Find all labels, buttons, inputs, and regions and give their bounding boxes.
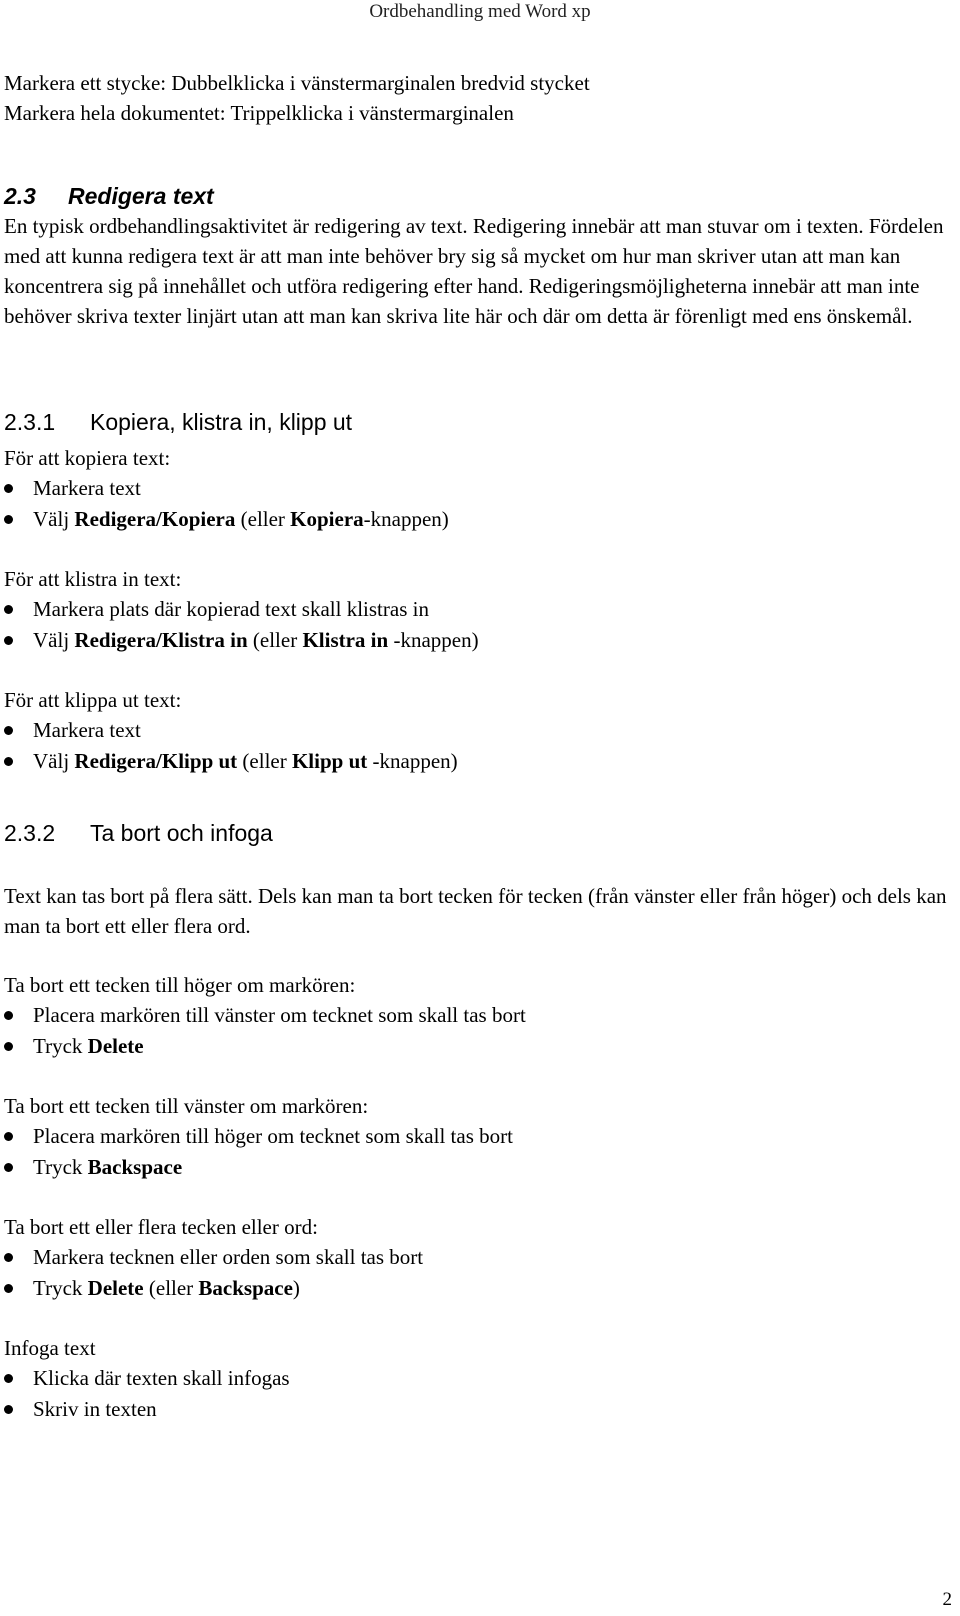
selection-tips (4, 68, 954, 128)
tip-select-paragraph: Markera ett stycke: Dubbelklicka i vänstermarginalen bredvid stycket (4, 71, 590, 95)
bullet-icon (4, 605, 13, 614)
delete-words-intro: Ta bort ett eller flera tecken eller ord: (4, 1215, 318, 1239)
delete-left-instructions (4, 1091, 954, 1183)
bullet-icon (4, 757, 13, 766)
bullet-icon (4, 636, 13, 645)
heading-title: Kopiera, klistra in, klipp ut (90, 409, 353, 435)
heading-2-3-2 (4, 818, 273, 848)
delete-right-instructions (4, 970, 954, 1062)
list-item: Placera markören till vänster om tecknet som skall tas bort (4, 1000, 954, 1031)
bullet-icon (4, 1284, 13, 1293)
running-header: Ordbehandling med Word xp (369, 1, 591, 22)
list-item: Välj Redigera/Kopiera (eller Kopiera-knappen) (4, 504, 954, 535)
page-number: 2 (942, 1589, 952, 1610)
paste-instructions (4, 564, 954, 656)
tip-select-document: Markera hela dokumentet: Trippelklicka i vänstermarginalen (4, 101, 514, 125)
list-item: Tryck Backspace (4, 1152, 954, 1183)
list-item: Klicka där texten skall infogas (4, 1363, 954, 1394)
insert-instructions (4, 1333, 954, 1425)
bullet-icon (4, 1374, 13, 1383)
list-item: Markera tecknen eller orden som skall tas bort (4, 1242, 954, 1273)
list-item: Skriv in texten (4, 1394, 954, 1425)
insert-intro: Infoga text (4, 1336, 96, 1360)
section-2-3-2-paragraph: Text kan tas bort på flera sätt. Dels kan man ta bort tecken för tecken (från vänster eller från höger) och dels kan man ta bort ett eller flera ord. (4, 884, 947, 938)
bullet-icon (4, 515, 13, 524)
heading-number: 2.3 (4, 183, 36, 209)
list-item: Markera text (4, 715, 954, 746)
delete-right-intro: Ta bort ett tecken till höger om markören: (4, 973, 356, 997)
heading-2-3-1 (4, 407, 352, 437)
bullet-icon (4, 1011, 13, 1020)
copy-instructions (4, 443, 954, 535)
list-item: Välj Redigera/Klipp ut (eller Klipp ut -knappen) (4, 746, 954, 777)
heading-number: 2.3.1 (4, 409, 56, 435)
heading-2-3 (4, 181, 214, 211)
section-2-3-paragraph: En typisk ordbehandlingsaktivitet är redigering av text. Redigering innebär att man stuvar om i texten. Fördelen med att kunna redigera text är att man inte behöver bry sig så mycket om hur man skriver utan att man kan koncentrera sig på innehållet och utföra redigering efter hand. Redigeringsmöjligheterna innebär att man inte behöver skriva texter linjärt utan att man kan skriva lite här och där om detta är förenligt med ens önskemål. (4, 214, 944, 328)
list-item: Tryck Delete (4, 1031, 954, 1062)
delete-left-intro: Ta bort ett tecken till vänster om markören: (4, 1094, 369, 1118)
cut-intro: För att klippa ut text: (4, 688, 182, 712)
paste-intro: För att klistra in text: (4, 567, 182, 591)
delete-words-instructions (4, 1212, 954, 1304)
bullet-icon (4, 1132, 13, 1141)
copy-intro: För att kopiera text: (4, 446, 171, 470)
cut-instructions (4, 685, 954, 777)
bullet-icon (4, 484, 13, 493)
bullet-icon (4, 726, 13, 735)
list-item: Tryck Delete (eller Backspace) (4, 1273, 954, 1304)
bullet-icon (4, 1163, 13, 1172)
bullet-icon (4, 1042, 13, 1051)
bullet-icon (4, 1253, 13, 1262)
heading-number: 2.3.2 (4, 820, 56, 846)
heading-title: Redigera text (68, 183, 214, 209)
heading-title: Ta bort och infoga (90, 820, 273, 846)
list-item: Placera markören till höger om tecknet som skall tas bort (4, 1121, 954, 1152)
list-item: Markera text (4, 473, 954, 504)
list-item: Markera plats där kopierad text skall klistras in (4, 594, 954, 625)
bullet-icon (4, 1405, 13, 1414)
list-item: Välj Redigera/Klistra in (eller Klistra in -knappen) (4, 625, 954, 656)
